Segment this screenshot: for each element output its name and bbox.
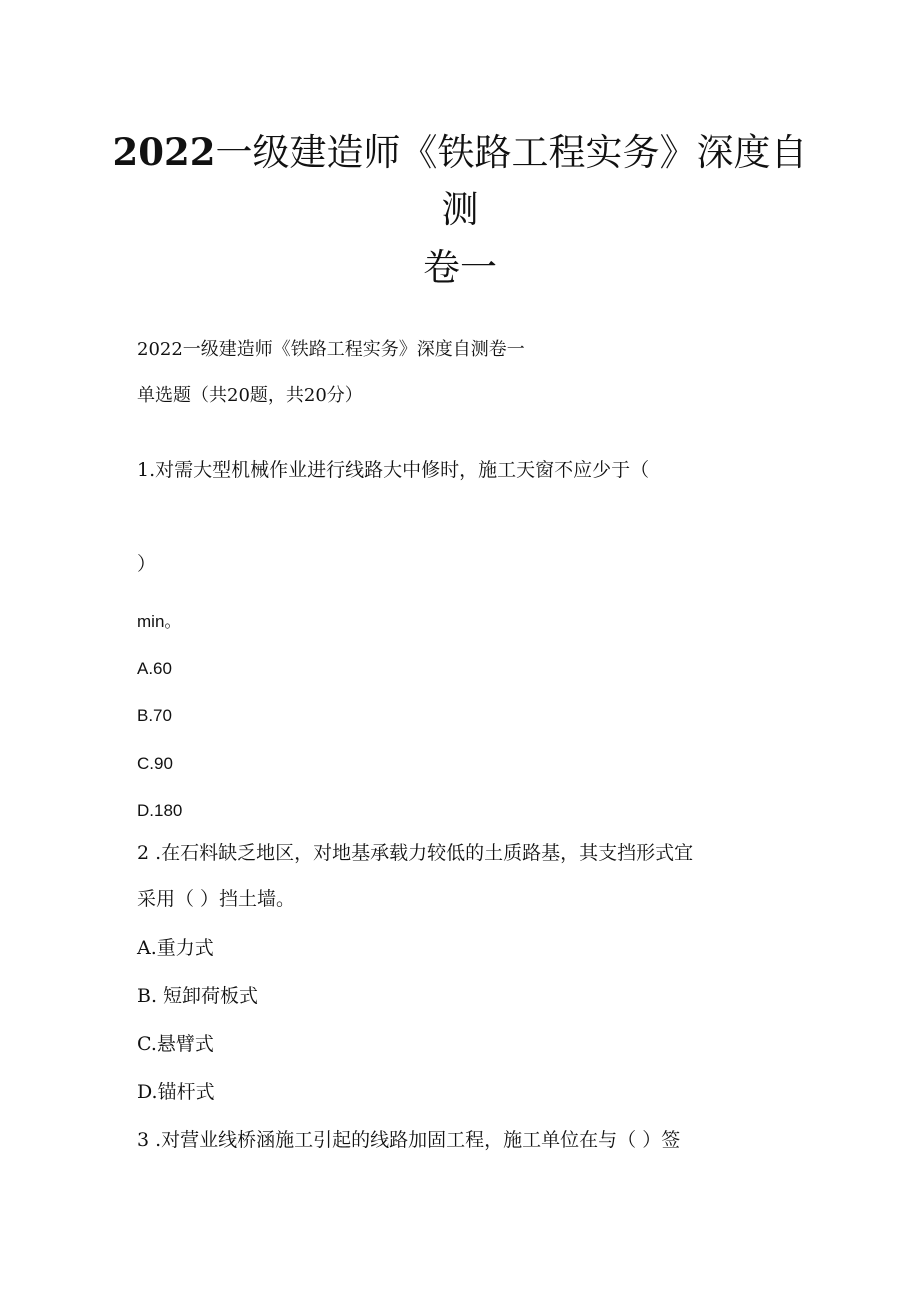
question-1-option-a: A.60 bbox=[137, 659, 172, 678]
question-2-option-d: D.锚杆式 bbox=[137, 1081, 215, 1103]
question-2-option-b: B. 短卸荷板式 bbox=[137, 985, 259, 1007]
question-1-stem-line-1: 1.对需大型机械作业进行线路大中修时，施工天窗不应少于（ bbox=[137, 459, 650, 481]
question-2-option-a: A.重力式 bbox=[137, 937, 214, 959]
question-2-stem-line-1: 2 .在石料缺乏地区，对地基承载力较低的土质路基，其支挡形式宜 bbox=[137, 842, 694, 864]
question-3-stem-line-1: 3 .对营业线桥涵施工引起的线路加固工程，施工单位在与（ ）签 bbox=[137, 1129, 681, 1151]
question-1-option-c: C.90 bbox=[137, 754, 173, 773]
question-1-stem-line-2: ） bbox=[137, 553, 157, 575]
question-1-option-b: B.70 bbox=[137, 706, 172, 725]
title-year: 2022 bbox=[112, 130, 216, 174]
document-title-line-1 bbox=[0, 128, 920, 177]
question-1-option-d: D.180 bbox=[137, 801, 183, 820]
document-title-line-2: 测 bbox=[441, 188, 479, 231]
document-title-line-3: 卷一 bbox=[423, 246, 497, 289]
section-heading: 单选题（共20题，共20分） bbox=[137, 385, 363, 406]
question-1-stem-line-3: min。 bbox=[137, 612, 182, 631]
document-subtitle: 2022一级建造师《铁路工程实务》深度自测卷一 bbox=[137, 339, 525, 360]
question-2-option-c: C.悬臂式 bbox=[137, 1033, 214, 1055]
question-2-stem-line-2: 采用（ ）挡土墙。 bbox=[137, 888, 296, 910]
title-text: 一级建造师《铁路工程实务》深度自 bbox=[215, 131, 808, 174]
